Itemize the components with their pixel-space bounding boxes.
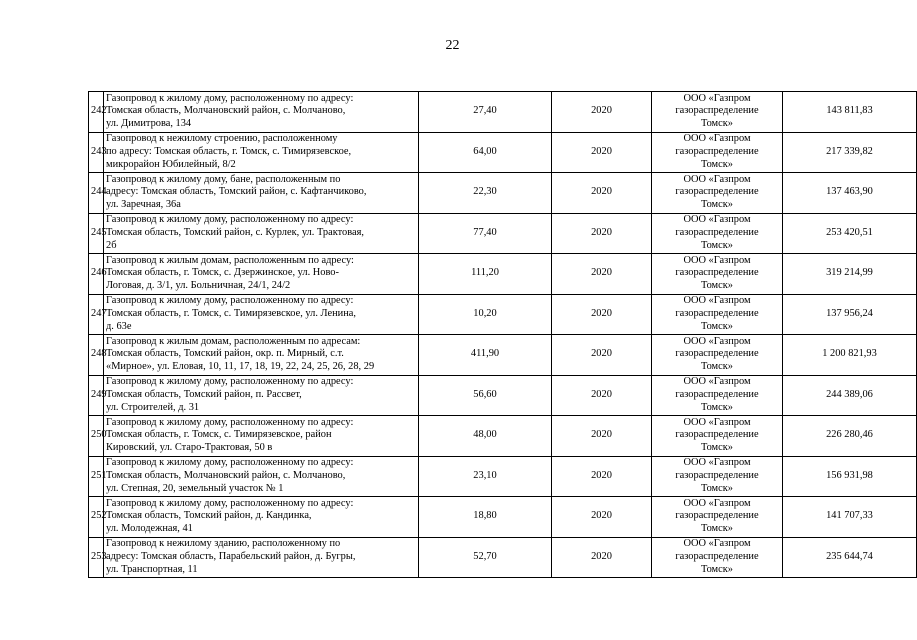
row-number: 249	[89, 375, 104, 416]
cost-value: 156 931,98	[783, 456, 917, 497]
pipeline-length: 10,20	[419, 294, 552, 335]
organization-line: ООО «Газпром	[683, 173, 751, 185]
pipeline-length: 411,90	[419, 335, 552, 376]
row-number: 242	[89, 92, 104, 133]
organization-line: ООО «Газпром	[683, 376, 751, 388]
object-description	[104, 254, 419, 295]
organization-line: Томск»	[701, 563, 733, 575]
commission-year: 2020	[552, 213, 652, 254]
organization-line: газораспределение	[675, 226, 759, 238]
organization-line: ООО «Газпром	[683, 254, 751, 266]
object-description	[104, 375, 419, 416]
gas-pipeline-table	[88, 91, 917, 578]
description-line: Томская область, Молчановский район, с. Молчаново,	[106, 469, 346, 481]
organization-line: Томск»	[701, 280, 733, 292]
organization-line: Томск»	[701, 239, 733, 251]
row-number: 253	[89, 537, 104, 578]
organization-line: газораспределение	[675, 105, 759, 117]
object-description	[104, 335, 419, 376]
organization-line: газораспределение	[675, 469, 759, 481]
organization-line: Томск»	[701, 199, 733, 211]
organization-line: ООО «Газпром	[683, 538, 751, 550]
organization-line: Томск»	[701, 320, 733, 332]
organization-line: Томск»	[701, 482, 733, 494]
cost-value: 137 463,90	[783, 173, 917, 214]
description-line: ул. Строителей, д. 31	[106, 401, 200, 413]
organization-line: ООО «Газпром	[683, 214, 751, 226]
organization-line: ООО «Газпром	[683, 457, 751, 469]
description-line: Газопровод к жилым домам, расположенным по адресам:	[106, 335, 361, 347]
organization-line: ООО «Газпром	[683, 92, 751, 104]
description-line: Газопровод к жилому дому, расположенному по адресу:	[106, 92, 354, 104]
organization-line: ООО «Газпром	[683, 133, 751, 145]
commission-year: 2020	[552, 92, 652, 133]
description-line: ул. Заречная, 36а	[106, 199, 181, 211]
pipeline-length: 56,60	[419, 375, 552, 416]
pipeline-length: 18,80	[419, 497, 552, 538]
row-number: 244	[89, 173, 104, 214]
owner-organization	[652, 92, 783, 133]
owner-organization	[652, 456, 783, 497]
description-line: Газопровод к жилому дому, расположенному по адресу:	[106, 416, 354, 428]
pipeline-length: 23,10	[419, 456, 552, 497]
description-line: Логовая, д. 3/1, ул. Больничная, 24/1, 24/2	[106, 280, 291, 292]
cost-value: 143 811,83	[783, 92, 917, 133]
table-body	[89, 92, 917, 578]
organization-line: газораспределение	[675, 388, 759, 400]
organization-line: газораспределение	[675, 510, 759, 522]
organization-line: ООО «Газпром	[683, 335, 751, 347]
description-line: микрорайон Юбилейный, 8/2	[106, 158, 236, 170]
owner-organization	[652, 497, 783, 538]
cost-value: 217 339,82	[783, 132, 917, 173]
object-description	[104, 213, 419, 254]
description-line: Томская область, Томский район, окр. п. Мирный, с.т.	[106, 348, 344, 360]
pipeline-length: 64,00	[419, 132, 552, 173]
description-line: Газопровод к жилым домам, расположенным по адресу:	[106, 254, 354, 266]
organization-line: газораспределение	[675, 348, 759, 360]
table-row	[89, 294, 917, 335]
object-description	[104, 537, 419, 578]
commission-year: 2020	[552, 294, 652, 335]
organization-line: газораспределение	[675, 550, 759, 562]
organization-line: Томск»	[701, 442, 733, 454]
owner-organization	[652, 294, 783, 335]
cost-value: 235 644,74	[783, 537, 917, 578]
object-description	[104, 132, 419, 173]
cost-value: 253 420,51	[783, 213, 917, 254]
description-line: Газопровод к жилому дому, расположенному по адресу:	[106, 497, 354, 509]
commission-year: 2020	[552, 537, 652, 578]
cost-value: 137 956,24	[783, 294, 917, 335]
organization-line: Томск»	[701, 158, 733, 170]
owner-organization	[652, 254, 783, 295]
object-description	[104, 456, 419, 497]
organization-line: газораспределение	[675, 267, 759, 279]
page-number: 22	[445, 38, 460, 53]
commission-year: 2020	[552, 132, 652, 173]
table-row	[89, 173, 917, 214]
description-line: Томская область, г. Томск, с. Тимирязевское, район	[106, 429, 332, 441]
commission-year: 2020	[552, 497, 652, 538]
description-line: Газопровод к жилому дому, расположенному по адресу:	[106, 214, 354, 226]
description-line: д. 63е	[106, 320, 132, 332]
commission-year: 2020	[552, 456, 652, 497]
description-line: ул. Степная, 20, земельный участок № 1	[106, 482, 284, 494]
description-line: адресу: Томская область, Парабельский район, д. Бугры,	[106, 550, 356, 562]
description-line: ул. Молодежная, 41	[106, 523, 193, 535]
description-line: Томская область, Томский район, п. Рассвет,	[106, 388, 302, 400]
description-line: по адресу: Томская область, г. Томск, с. Тимирязевское,	[106, 145, 352, 157]
table-row	[89, 416, 917, 457]
description-line: ул. Транспортная, 11	[106, 563, 198, 575]
row-number: 245	[89, 213, 104, 254]
commission-year: 2020	[552, 416, 652, 457]
pipeline-length: 48,00	[419, 416, 552, 457]
commission-year: 2020	[552, 335, 652, 376]
organization-line: газораспределение	[675, 186, 759, 198]
commission-year: 2020	[552, 173, 652, 214]
description-line: Газопровод к жилому дому, расположенному по адресу:	[106, 295, 354, 307]
owner-organization	[652, 335, 783, 376]
description-line: ул. Димитрова, 134	[106, 118, 192, 130]
organization-line: ООО «Газпром	[683, 497, 751, 509]
cost-value: 1 200 821,93	[783, 335, 917, 376]
table-row	[89, 375, 917, 416]
owner-organization	[652, 132, 783, 173]
description-line: Томская область, Томский район, д. Кандинка,	[106, 510, 312, 522]
description-line: Газопровод к нежилому строению, расположенному	[106, 133, 338, 145]
pipeline-length: 22,30	[419, 173, 552, 214]
table-row	[89, 132, 917, 173]
object-description	[104, 497, 419, 538]
description-line: Газопровод к жилому дому, расположенному по адресу:	[106, 376, 354, 388]
organization-line: ООО «Газпром	[683, 416, 751, 428]
organization-line: ООО «Газпром	[683, 295, 751, 307]
row-number: 247	[89, 294, 104, 335]
table-row	[89, 254, 917, 295]
commission-year: 2020	[552, 375, 652, 416]
row-number: 251	[89, 456, 104, 497]
owner-organization	[652, 375, 783, 416]
cost-value: 319 214,99	[783, 254, 917, 295]
description-line: Томская область, г. Томск, с. Тимирязевское, ул. Ленина,	[106, 307, 356, 319]
description-line: адресу: Томская область, Томский район, с. Кафтанчиково,	[106, 186, 367, 198]
description-line: Томская область, Томский район, с. Курлек, ул. Трактовая,	[106, 226, 364, 238]
table-row	[89, 497, 917, 538]
row-number: 246	[89, 254, 104, 295]
description-line: Томская область, г. Томск, с. Дзержинское, ул. Ново-	[106, 267, 339, 279]
description-line: Газопровод к жилому дому, расположенному по адресу:	[106, 457, 354, 469]
row-number: 243	[89, 132, 104, 173]
organization-line: Томск»	[701, 361, 733, 373]
description-line: «Мирное», ул. Еловая, 10, 11, 17, 18, 19, 22, 24, 25, 26, 28, 29	[106, 361, 375, 373]
pipeline-length: 111,20	[419, 254, 552, 295]
pipeline-length: 77,40	[419, 213, 552, 254]
table-row	[89, 456, 917, 497]
owner-organization	[652, 173, 783, 214]
commission-year: 2020	[552, 254, 652, 295]
organization-line: Томск»	[701, 401, 733, 413]
owner-organization	[652, 416, 783, 457]
description-line: 2б	[106, 239, 117, 251]
description-line: Газопровод к нежилому зданию, расположенному по	[106, 538, 341, 550]
table-row	[89, 92, 917, 133]
description-line: Газопровод к жилому дому, бане, расположенным по	[106, 173, 341, 185]
cost-value: 244 389,06	[783, 375, 917, 416]
owner-organization	[652, 537, 783, 578]
pipeline-length: 52,70	[419, 537, 552, 578]
table-row	[89, 213, 917, 254]
row-number: 252	[89, 497, 104, 538]
cost-value: 226 280,46	[783, 416, 917, 457]
description-line: Томская область, Молчановский район, с. Молчаново,	[106, 105, 346, 117]
table-row	[89, 537, 917, 578]
table-row	[89, 335, 917, 376]
object-description	[104, 294, 419, 335]
organization-line: газораспределение	[675, 307, 759, 319]
object-description	[104, 92, 419, 133]
object-description	[104, 416, 419, 457]
row-number: 248	[89, 335, 104, 376]
description-line: Кировский, ул. Старо-Трактовая, 50 в	[106, 442, 273, 454]
cost-value: 141 707,33	[783, 497, 917, 538]
row-number: 250	[89, 416, 104, 457]
object-description	[104, 173, 419, 214]
organization-line: Томск»	[701, 118, 733, 130]
owner-organization	[652, 213, 783, 254]
organization-line: газораспределение	[675, 145, 759, 157]
organization-line: газораспределение	[675, 429, 759, 441]
pipeline-length: 27,40	[419, 92, 552, 133]
organization-line: Томск»	[701, 523, 733, 535]
